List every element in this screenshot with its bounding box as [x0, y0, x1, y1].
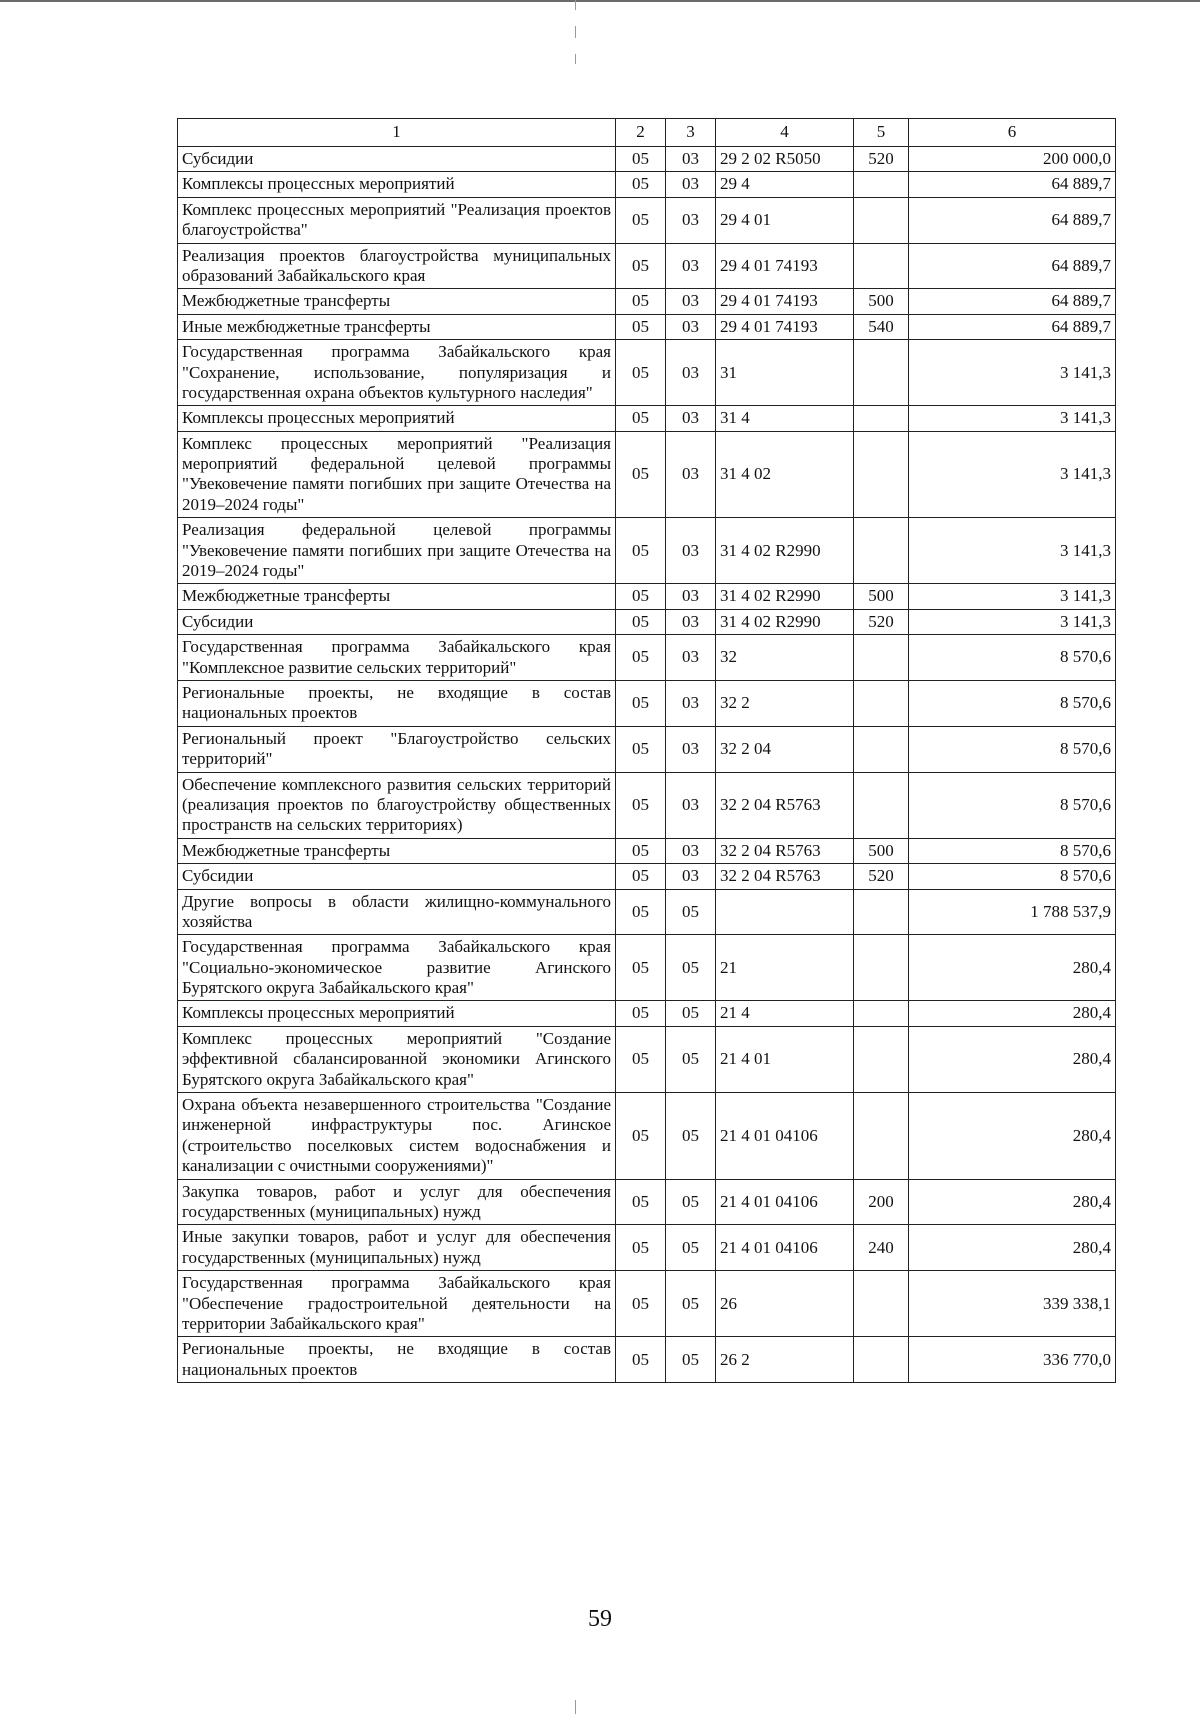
row-section-code: 05	[616, 609, 666, 634]
table-row	[178, 584, 1116, 609]
table-row	[178, 889, 1116, 935]
row-target-article: 29 4 01	[716, 197, 854, 243]
row-name: Государственная программа Забайкальского края "Социально-экономическое развитие Агинского Бурятского округа Забайкальского края"	[178, 935, 616, 1001]
row-expense-type: 540	[854, 314, 909, 339]
row-name: Региональные проекты, не входящие в состав национальных проектов	[178, 1337, 616, 1383]
row-target-article: 21 4 01 04106	[716, 1093, 854, 1180]
row-subsection-code: 05	[666, 1225, 716, 1271]
row-name: Комплексы процессных мероприятий	[178, 1001, 616, 1026]
row-section-code: 05	[616, 1001, 666, 1026]
table-row	[178, 243, 1116, 289]
row-section-code: 05	[616, 1026, 666, 1092]
table-row	[178, 431, 1116, 518]
row-subsection-code: 03	[666, 584, 716, 609]
row-expense-type	[854, 518, 909, 584]
row-target-article: 31 4 02 R2990	[716, 609, 854, 634]
row-section-code: 05	[616, 172, 666, 197]
row-amount: 64 889,7	[909, 289, 1116, 314]
budget-table	[177, 118, 1116, 1383]
row-section-code: 05	[616, 864, 666, 889]
table-row	[178, 838, 1116, 863]
row-amount: 3 141,3	[909, 406, 1116, 431]
row-target-article: 29 4	[716, 172, 854, 197]
row-section-code: 05	[616, 197, 666, 243]
row-section-code: 05	[616, 1093, 666, 1180]
row-expense-type: 520	[854, 147, 909, 172]
row-expense-type	[854, 1337, 909, 1383]
row-section-code: 05	[616, 1179, 666, 1225]
row-target-article: 32 2 04 R5763	[716, 864, 854, 889]
row-target-article: 32	[716, 635, 854, 681]
table-row	[178, 609, 1116, 634]
row-subsection-code: 03	[666, 635, 716, 681]
row-amount: 1 788 537,9	[909, 889, 1116, 935]
row-expense-type	[854, 680, 909, 726]
row-subsection-code: 03	[666, 340, 716, 406]
row-amount: 64 889,7	[909, 197, 1116, 243]
row-name: Другие вопросы в области жилищно-коммунального хозяйства	[178, 889, 616, 935]
row-expense-type	[854, 197, 909, 243]
row-subsection-code: 03	[666, 680, 716, 726]
row-section-code: 05	[616, 340, 666, 406]
row-section-code: 05	[616, 147, 666, 172]
row-section-code: 05	[616, 406, 666, 431]
row-subsection-code: 03	[666, 609, 716, 634]
table-row	[178, 864, 1116, 889]
row-expense-type: 200	[854, 1179, 909, 1225]
row-expense-type	[854, 935, 909, 1001]
row-amount: 280,4	[909, 1026, 1116, 1092]
row-section-code: 05	[616, 289, 666, 314]
row-target-article: 29 2 02 R5050	[716, 147, 854, 172]
row-section-code: 05	[616, 1225, 666, 1271]
table-row	[178, 935, 1116, 1001]
table-row	[178, 1337, 1116, 1383]
row-name: Межбюджетные трансферты	[178, 584, 616, 609]
row-section-code: 05	[616, 518, 666, 584]
row-section-code: 05	[616, 314, 666, 339]
table-row	[178, 772, 1116, 838]
row-subsection-code: 05	[666, 1093, 716, 1180]
row-section-code: 05	[616, 889, 666, 935]
row-expense-type	[854, 1093, 909, 1180]
row-subsection-code: 03	[666, 518, 716, 584]
row-subsection-code: 05	[666, 1026, 716, 1092]
row-amount: 3 141,3	[909, 584, 1116, 609]
row-target-article: 31	[716, 340, 854, 406]
row-amount: 8 570,6	[909, 838, 1116, 863]
scan-mark	[575, 26, 576, 38]
row-subsection-code: 05	[666, 1337, 716, 1383]
row-section-code: 05	[616, 243, 666, 289]
row-expense-type	[854, 1001, 909, 1026]
row-amount: 336 770,0	[909, 1337, 1116, 1383]
row-name: Государственная программа Забайкальского края "Обеспечение градостроительной деятельности на территории Забайкальского края"	[178, 1271, 616, 1337]
row-target-article: 32 2 04 R5763	[716, 838, 854, 863]
row-expense-type	[854, 1271, 909, 1337]
table-row	[178, 726, 1116, 772]
row-subsection-code: 03	[666, 243, 716, 289]
row-subsection-code: 03	[666, 314, 716, 339]
row-name: Комплекс процессных мероприятий "Реализация проектов благоустройства"	[178, 197, 616, 243]
table-row	[178, 1026, 1116, 1092]
row-expense-type	[854, 635, 909, 681]
scan-mark	[575, 0, 576, 10]
row-subsection-code: 03	[666, 172, 716, 197]
row-name: Иные закупки товаров, работ и услуг для обеспечения государственных (муниципальных) нужд	[178, 1225, 616, 1271]
row-expense-type	[854, 772, 909, 838]
column-header: 4	[716, 119, 854, 147]
row-amount: 339 338,1	[909, 1271, 1116, 1337]
column-header: 6	[909, 119, 1116, 147]
row-name: Региональный проект "Благоустройство сельских территорий"	[178, 726, 616, 772]
row-subsection-code: 05	[666, 1179, 716, 1225]
row-name: Закупка товаров, работ и услуг для обеспечения государственных (муниципальных) нужд	[178, 1179, 616, 1225]
row-name: Субсидии	[178, 147, 616, 172]
row-section-code: 05	[616, 431, 666, 518]
row-section-code: 05	[616, 635, 666, 681]
row-amount: 8 570,6	[909, 864, 1116, 889]
row-amount: 280,4	[909, 1001, 1116, 1026]
row-name: Государственная программа Забайкальского края "Комплексное развитие сельских территорий"	[178, 635, 616, 681]
row-expense-type	[854, 1026, 909, 1092]
row-target-article: 26 2	[716, 1337, 854, 1383]
row-section-code: 05	[616, 1271, 666, 1337]
row-subsection-code: 05	[666, 1001, 716, 1026]
row-name: Субсидии	[178, 864, 616, 889]
row-amount: 280,4	[909, 1093, 1116, 1180]
row-expense-type	[854, 889, 909, 935]
row-section-code: 05	[616, 935, 666, 1001]
row-expense-type: 520	[854, 609, 909, 634]
page-number: 59	[588, 1606, 612, 1632]
table-row	[178, 147, 1116, 172]
row-target-article: 31 4 02 R2990	[716, 584, 854, 609]
row-expense-type	[854, 431, 909, 518]
row-amount: 3 141,3	[909, 340, 1116, 406]
table-row	[178, 635, 1116, 681]
row-amount: 280,4	[909, 1179, 1116, 1225]
row-section-code: 05	[616, 1337, 666, 1383]
row-amount: 280,4	[909, 935, 1116, 1001]
row-name: Охрана объекта незавершенного строительства "Создание инженерной инфраструктуры пос. Агинское (строительство поселковых систем водоснабжения и канализации с очистными сооружениями)"	[178, 1093, 616, 1180]
row-subsection-code: 05	[666, 935, 716, 1001]
row-target-article: 31 4 02	[716, 431, 854, 518]
row-target-article: 21 4 01 04106	[716, 1179, 854, 1225]
row-amount: 3 141,3	[909, 609, 1116, 634]
table-row	[178, 289, 1116, 314]
row-amount: 64 889,7	[909, 314, 1116, 339]
row-target-article: 29 4 01 74193	[716, 243, 854, 289]
row-name: Реализация проектов благоустройства муниципальных образований Забайкальского края	[178, 243, 616, 289]
table-row	[178, 518, 1116, 584]
column-header: 2	[616, 119, 666, 147]
row-amount: 280,4	[909, 1225, 1116, 1271]
row-section-code: 05	[616, 680, 666, 726]
table-row	[178, 340, 1116, 406]
row-amount: 8 570,6	[909, 772, 1116, 838]
row-expense-type	[854, 340, 909, 406]
row-target-article: 21 4 01	[716, 1026, 854, 1092]
row-section-code: 05	[616, 584, 666, 609]
table-row	[178, 1179, 1116, 1225]
row-target-article: 21 4 01 04106	[716, 1225, 854, 1271]
table-row	[178, 1225, 1116, 1271]
row-subsection-code: 03	[666, 289, 716, 314]
table-row	[178, 314, 1116, 339]
row-expense-type: 500	[854, 289, 909, 314]
row-target-article: 32 2	[716, 680, 854, 726]
row-target-article: 21 4	[716, 1001, 854, 1026]
scan-mark	[575, 54, 576, 64]
row-target-article	[716, 889, 854, 935]
scan-top-edge	[0, 0, 1200, 2]
table-row	[178, 172, 1116, 197]
row-name: Комплекс процессных мероприятий "Создание эффективной сбалансированной экономики Агинского Бурятского округа Забайкальского края"	[178, 1026, 616, 1092]
row-subsection-code: 03	[666, 197, 716, 243]
row-target-article: 29 4 01 74193	[716, 289, 854, 314]
table-row	[178, 197, 1116, 243]
budget-table-body	[178, 119, 1116, 1383]
row-name: Комплексы процессных мероприятий	[178, 172, 616, 197]
row-name: Региональные проекты, не входящие в состав национальных проектов	[178, 680, 616, 726]
row-subsection-code: 03	[666, 864, 716, 889]
column-header: 1	[178, 119, 616, 147]
row-amount: 8 570,6	[909, 635, 1116, 681]
row-name: Иные межбюджетные трансферты	[178, 314, 616, 339]
row-subsection-code: 03	[666, 838, 716, 863]
row-target-article: 32 2 04 R5763	[716, 772, 854, 838]
row-subsection-code: 03	[666, 406, 716, 431]
row-section-code: 05	[616, 838, 666, 863]
row-name: Обеспечение комплексного развития сельских территорий (реализация проектов по благоустройству общественных пространств на сельских территориях)	[178, 772, 616, 838]
row-subsection-code: 03	[666, 726, 716, 772]
row-target-article: 31 4 02 R2990	[716, 518, 854, 584]
row-amount: 3 141,3	[909, 518, 1116, 584]
row-expense-type: 240	[854, 1225, 909, 1271]
row-target-article: 26	[716, 1271, 854, 1337]
row-name: Комплексы процессных мероприятий	[178, 406, 616, 431]
row-amount: 8 570,6	[909, 726, 1116, 772]
row-subsection-code: 03	[666, 147, 716, 172]
header-row	[178, 119, 1116, 147]
row-name: Реализация федеральной целевой программы "Увековечение памяти погибших при защите Отечества на 2019–2024 годы"	[178, 518, 616, 584]
row-amount: 200 000,0	[909, 147, 1116, 172]
row-amount: 3 141,3	[909, 431, 1116, 518]
row-target-article: 31 4	[716, 406, 854, 431]
column-header: 5	[854, 119, 909, 147]
table-row	[178, 1093, 1116, 1180]
row-name: Межбюджетные трансферты	[178, 289, 616, 314]
row-subsection-code: 03	[666, 772, 716, 838]
table-row	[178, 680, 1116, 726]
row-subsection-code: 05	[666, 1271, 716, 1337]
row-expense-type: 520	[854, 864, 909, 889]
row-expense-type: 500	[854, 584, 909, 609]
row-expense-type: 500	[854, 838, 909, 863]
row-section-code: 05	[616, 772, 666, 838]
row-target-article: 32 2 04	[716, 726, 854, 772]
table-row	[178, 406, 1116, 431]
row-amount: 8 570,6	[909, 680, 1116, 726]
row-section-code: 05	[616, 726, 666, 772]
row-target-article: 29 4 01 74193	[716, 314, 854, 339]
table-row	[178, 1001, 1116, 1026]
row-subsection-code: 03	[666, 431, 716, 518]
row-subsection-code: 05	[666, 889, 716, 935]
row-expense-type	[854, 243, 909, 289]
row-target-article: 21	[716, 935, 854, 1001]
row-name: Субсидии	[178, 609, 616, 634]
row-expense-type	[854, 172, 909, 197]
column-header: 3	[666, 119, 716, 147]
row-name: Межбюджетные трансферты	[178, 838, 616, 863]
row-expense-type	[854, 406, 909, 431]
row-amount: 64 889,7	[909, 172, 1116, 197]
table-row	[178, 1271, 1116, 1337]
scan-mark	[575, 1700, 576, 1714]
row-name: Государственная программа Забайкальского края "Сохранение, использование, популяризация и государственная охрана объектов культурного наследия"	[178, 340, 616, 406]
row-expense-type	[854, 726, 909, 772]
row-amount: 64 889,7	[909, 243, 1116, 289]
row-name: Комплекс процессных мероприятий "Реализация мероприятий федеральной целевой программы "Увековечение памяти погибших при защите Отечества на 2019–2024 годы"	[178, 431, 616, 518]
